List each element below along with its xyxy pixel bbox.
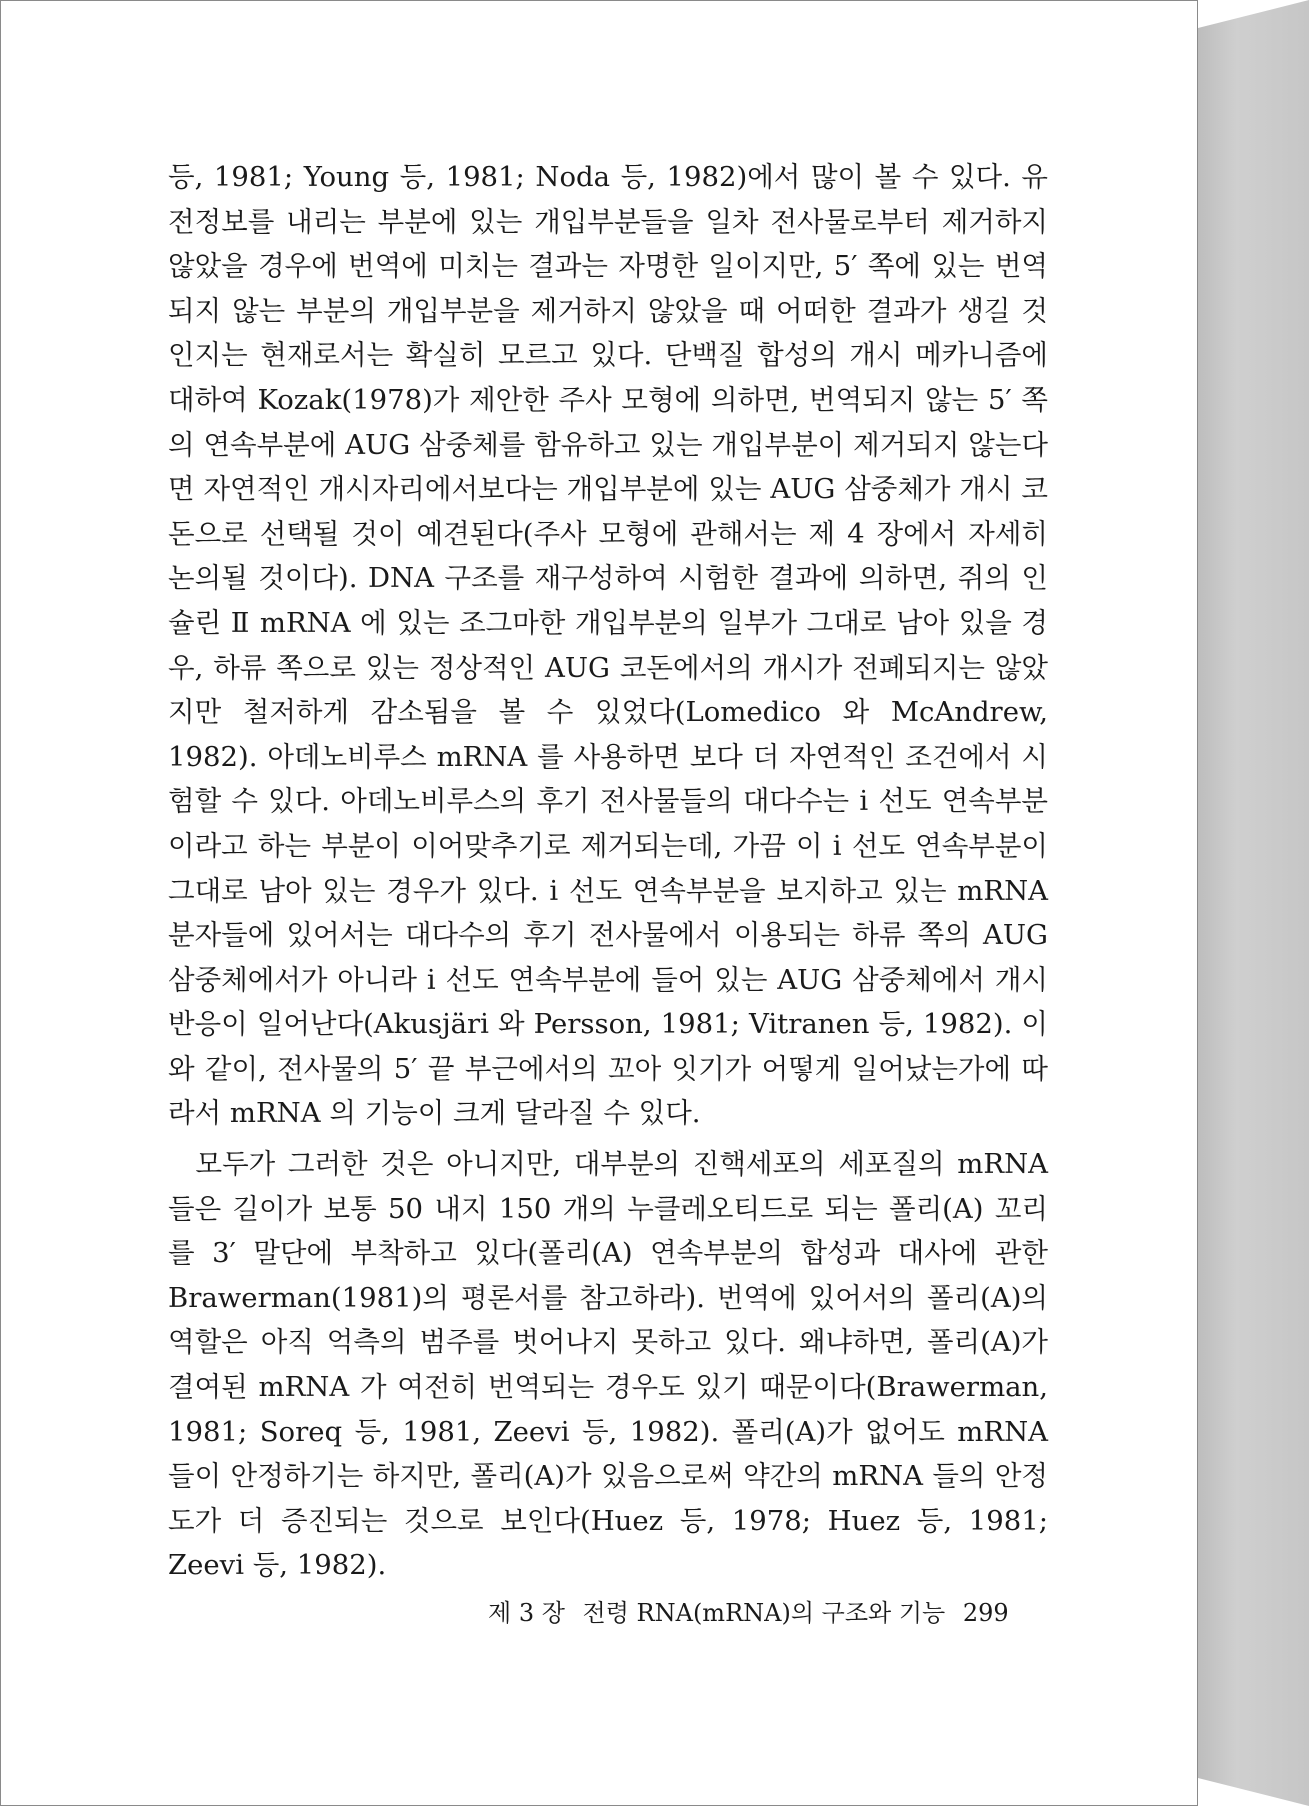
- body-text: [168, 155, 1048, 1588]
- footer-chapter: 제 3 장: [488, 1599, 565, 1627]
- paragraph-2: 모두가 그러한 것은 아니지만, 대부분의 진핵세포의 세포질의 mRNA 들은 길이가 보통 50 내지 150 개의 누클레오티드로 되는 폴리(A) 꼬리를 3′ 말단에 부착하고 있다(폴리(A) 연속부분의 합성과 대사에 관한 Brawerman(1981)의 평론서를 참고하라). 번역에 있어서의 폴리(A)의 역할은 아직 억측의 범주를 벗어나지 못하고 있다. 왜냐하면, 폴리(A)가 결여된 mRNA 가 여전히 번역되는 경우도 있기 때문이다(Brawerman, 1981; Soreq 등, 1981, Zeevi 등, 1982). 폴리(A)가 없어도 mRNA 들이 안정하기는 하지만, 폴리(A)가 있음으로써 약간의 mRNA 들의 안정도가 더 증진되는 것으로 보인다(Huez 등, 1978; Huez 등, 1981; Zeevi 등, 1982).: [168, 1148, 1048, 1582]
- running-footer: [488, 1593, 1048, 1628]
- paragraph-1: 등, 1981; Young 등, 1981; Noda 등, 1982)에서 많이 볼 수 있다. 유전정보를 내리는 부분에 있는 개입부분들을 일차 전사물로부터 제거하지 않았을 경우에 번역에 미치는 결과는 자명한 일이지만, 5′ 쪽에 있는 번역되지 않는 부분의 개입부분을 제거하지 않았을 때 어떠한 결과가 생길 것인지는 현재로서는 확실히 모르고 있다. 단백질 합성의 개시 메카니즘에 대하여 Kozak(1978)가 제안한 주사 모형에 의하면, 번역되지 않는 5′ 쪽의 연속부분에 AUG 삼중체를 함유하고 있는 개입부분이 제거되지 않는다면 자연적인 개시자리에서보다는 개입부분에 있는 AUG 삼중체가 개시 코돈으로 선택될 것이 예견된다(주사 모형에 관해서는 제 4 장에서 자세히 논의될 것이다). DNA 구조를 재구성하여 시험한 결과에 의하면, 쥐의 인슐린 Ⅱ mRNA 에 있는 조그마한 개입부분의 일부가 그대로 남아 있을 경우, 하류 쪽으로 있는 정상적인 AUG 코돈에서의 개시가 전폐되지는 않았지만 철저하게 감소됨을 볼 수 있었다(Lomedico 와 McAndrew, 1982). 아데노비루스 mRNA 를 사용하면 보다 더 자연적인 조건에서 시험할 수 있다. 아데노비루스의 후기 전사물들의 대다수는 i 선도 연속부분이라고 하는 부분이 이어맞추기로 제거되는데, 가끔 이 i 선도 연속부분이 그대로 남아 있는 경우가 있다. i 선도 연속부분을 보지하고 있는 mRNA 분자들에 있어서는 대다수의 후기 전사물에서 이용되는 하류 쪽의 AUG 삼중체에서가 아니라 i 선도 연속부분에 들어 있는 AUG 삼중체에서 개시반응이 일어난다(Akusjäri 와 Persson, 1981; Vitranen 등, 1982). 이와 같이, 전사물의 5′ 끝 부근에서의 꼬아 잇기가 어떻게 일어났는가에 따라서 mRNA 의 기능이 크게 달라질 수 있다.: [168, 161, 1049, 1130]
- page-stack-top-corner: [1198, 0, 1309, 28]
- page-number: 299: [962, 1599, 1009, 1627]
- footer-title: 전령 RNA(mRNA)의 구조와 기능: [582, 1599, 946, 1627]
- page-stack-edge: [1198, 0, 1309, 1806]
- page-stack-bottom-corner: [1198, 1778, 1309, 1806]
